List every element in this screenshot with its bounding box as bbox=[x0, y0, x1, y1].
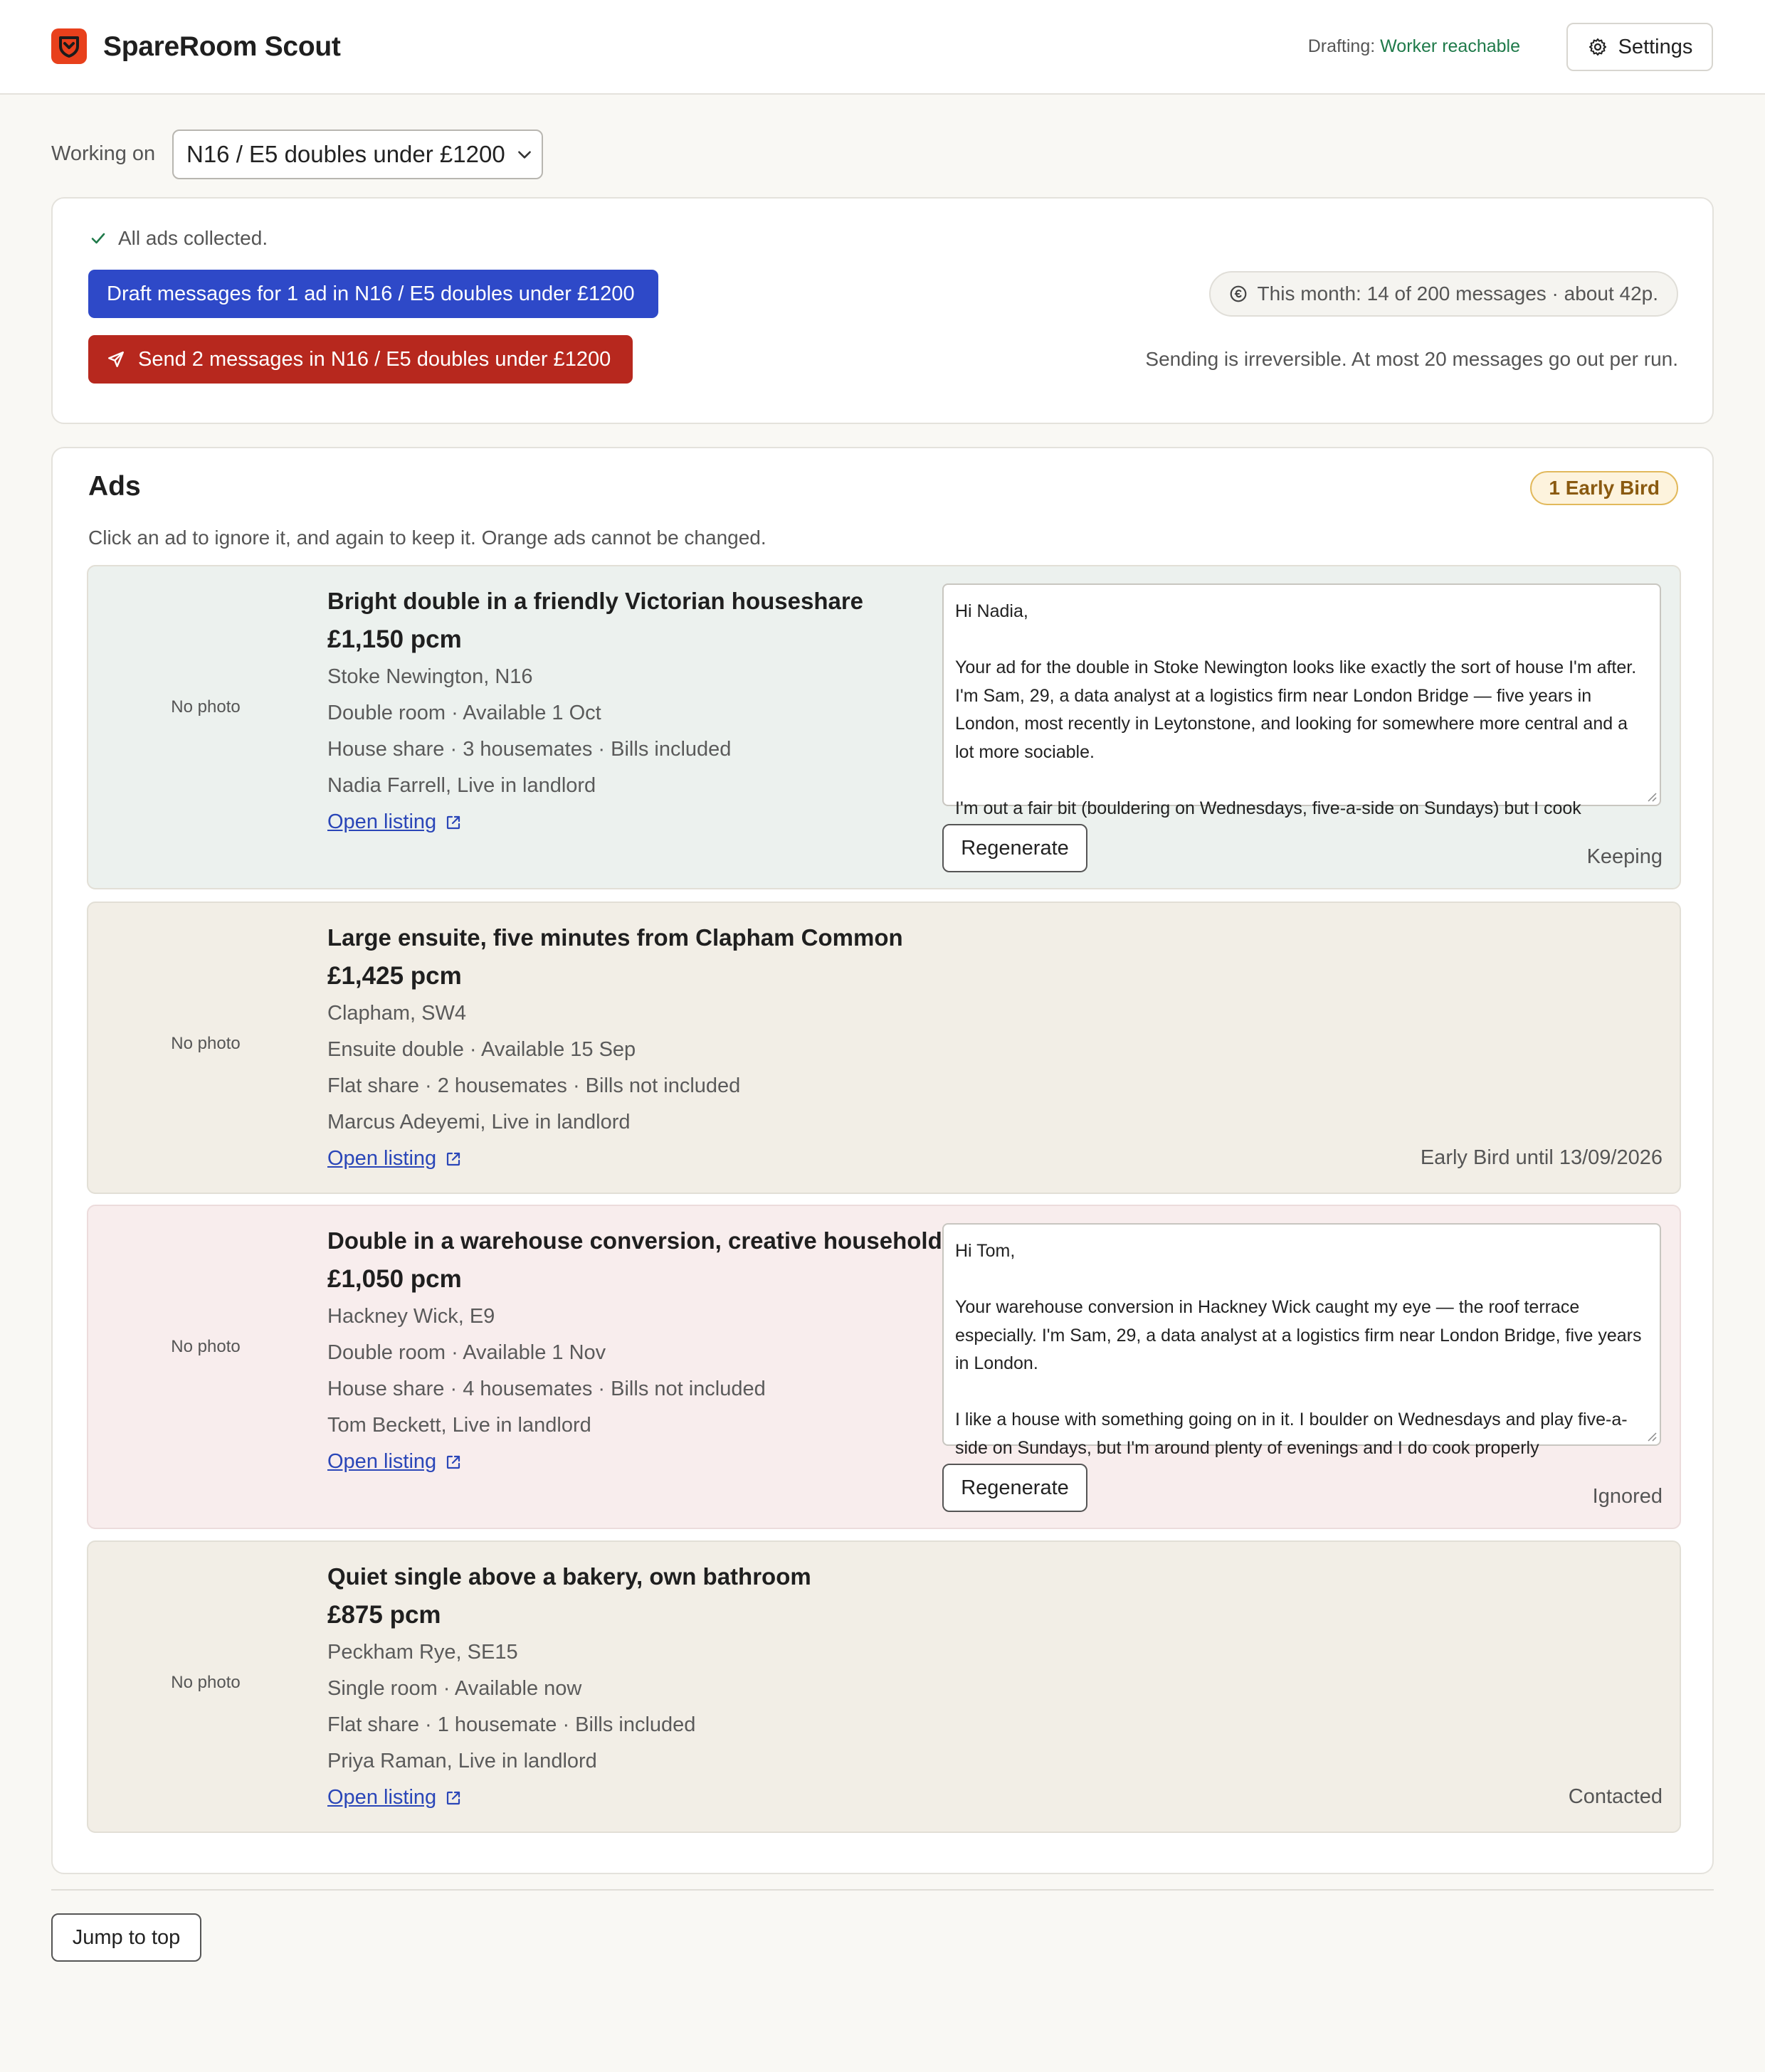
open-listing-link[interactable] bbox=[327, 1444, 462, 1480]
app-header bbox=[0, 0, 1765, 95]
ad-room: Single room · Available now bbox=[327, 1677, 582, 1700]
shield-logo-icon bbox=[51, 28, 87, 64]
open-listing-link[interactable] bbox=[327, 1780, 462, 1816]
drafting-status-value: Worker reachable bbox=[1380, 36, 1520, 56]
ads-title: Ads bbox=[88, 471, 141, 502]
open-listing-label: Open listing bbox=[327, 1786, 437, 1809]
open-listing-link[interactable] bbox=[327, 804, 462, 840]
ad-share: House share · 4 housemates · Bills not included bbox=[327, 1378, 766, 1400]
ad-location: Hackney Wick, E9 bbox=[327, 1305, 495, 1328]
ad-price: £1,425 pcm bbox=[327, 962, 462, 990]
footer-divider bbox=[51, 1889, 1714, 1891]
ads-section bbox=[51, 447, 1714, 1874]
ad-status: Early Bird until 13/09/2026 bbox=[1420, 1146, 1663, 1169]
settings-button[interactable] bbox=[1566, 23, 1713, 71]
open-listing-label: Open listing bbox=[327, 1450, 437, 1473]
coin-icon bbox=[1229, 285, 1248, 303]
ad-price: £1,050 pcm bbox=[327, 1265, 462, 1293]
no-photo-placeholder: No photo bbox=[171, 1337, 241, 1356]
drafting-status bbox=[1308, 36, 1520, 57]
app-title: SpareRoom Scout bbox=[103, 31, 341, 62]
resize-grip-icon[interactable] bbox=[1645, 791, 1657, 802]
external-link-icon bbox=[445, 814, 462, 831]
no-photo-placeholder: No photo bbox=[171, 1673, 241, 1692]
open-listing-link[interactable] bbox=[327, 1141, 462, 1177]
ad-status: Keeping bbox=[1586, 845, 1663, 868]
search-select[interactable] bbox=[172, 130, 543, 179]
gear-icon bbox=[1587, 36, 1608, 58]
ad-landlord: Tom Beckett, Live in landlord bbox=[327, 1414, 591, 1437]
ad-price: £875 pcm bbox=[327, 1601, 441, 1629]
ad-title: Large ensuite, five minutes from Clapham Common bbox=[327, 924, 903, 951]
search-select-value: N16 / E5 doubles under £1200 bbox=[186, 141, 505, 167]
no-photo-placeholder: No photo bbox=[171, 1034, 241, 1053]
working-on-label: Working on bbox=[51, 142, 156, 165]
ad-card bbox=[87, 1540, 1681, 1833]
usage-badge bbox=[1209, 271, 1678, 317]
ad-location: Stoke Newington, N16 bbox=[327, 665, 533, 688]
external-link-icon bbox=[445, 1454, 462, 1471]
ad-location: Peckham Rye, SE15 bbox=[327, 1641, 518, 1664]
ad-card[interactable] bbox=[87, 1205, 1681, 1529]
send-messages-label: Send 2 messages in N16 / E5 doubles under £1200 bbox=[138, 347, 611, 371]
open-listing-label: Open listing bbox=[327, 1147, 437, 1170]
ad-landlord: Marcus Adeyemi, Live in landlord bbox=[327, 1111, 631, 1133]
regenerate-button[interactable]: Regenerate bbox=[942, 824, 1087, 872]
chevron-down-icon bbox=[515, 145, 534, 164]
drafting-label: Drafting: bbox=[1307, 36, 1376, 56]
no-photo-placeholder: No photo bbox=[171, 697, 241, 717]
send-messages-button[interactable] bbox=[88, 335, 633, 384]
jump-to-top-button[interactable]: Jump to top bbox=[51, 1913, 201, 1962]
ad-share: House share · 3 housemates · Bills included bbox=[327, 738, 732, 761]
paper-plane-icon bbox=[107, 350, 125, 369]
draft-messages-button[interactable]: Draft messages for 1 ad in N16 / E5 doubles under £1200 bbox=[88, 270, 658, 318]
irreversible-note: Sending is irreversible. At most 20 messages go out per run. bbox=[1145, 348, 1678, 370]
ads-hint: Click an ad to ignore it, and again to keep it. Orange ads cannot be changed. bbox=[88, 527, 766, 549]
ad-title: Quiet single above a bakery, own bathroom bbox=[327, 1563, 811, 1590]
ad-landlord: Nadia Farrell, Live in landlord bbox=[327, 774, 596, 797]
ad-status: Contacted bbox=[1568, 1785, 1663, 1808]
open-listing-label: Open listing bbox=[327, 810, 437, 833]
external-link-icon bbox=[445, 1790, 462, 1807]
draft-message-textarea[interactable]: Hi Tom, Your warehouse conversion in Hackney Wick caught my eye — the roof terrace especially. I'm Sam, 29, a data analyst at a logistics firm near London Bridge, five years in London. I like a house with something going on in it. I boulder on Wednesdays and play five-a-side on Sundays, but I'm around plenty of evenings and I do cook properly bbox=[942, 1223, 1661, 1446]
ad-share: Flat share · 2 housemates · Bills not included bbox=[327, 1074, 741, 1097]
ad-landlord: Priya Raman, Live in landlord bbox=[327, 1750, 597, 1772]
ad-card[interactable] bbox=[87, 565, 1681, 889]
ad-status: Ignored bbox=[1592, 1485, 1663, 1508]
ad-card bbox=[87, 902, 1681, 1194]
external-link-icon bbox=[445, 1151, 462, 1168]
ad-title: Double in a warehouse conversion, creative household bbox=[327, 1227, 942, 1254]
settings-label: Settings bbox=[1618, 35, 1693, 58]
ad-title: Bright double in a friendly Victorian houseshare bbox=[327, 588, 864, 614]
resize-grip-icon[interactable] bbox=[1645, 1430, 1657, 1442]
collection-status bbox=[90, 227, 268, 250]
collection-status-text: All ads collected. bbox=[118, 227, 268, 249]
draft-message-textarea[interactable]: Hi Nadia, Your ad for the double in Stoke Newington looks like exactly the sort of house I'm after. I'm Sam, 29, a data analyst at a logistics firm near London Bridge — five years in London, most recently in Leytonstone, and looking for somewhere more central and a lot more sociable. I'm out a fair bit (bouldering on Wednesdays, five-a-side on Sundays) but I cook bbox=[942, 583, 1661, 806]
check-icon bbox=[90, 230, 107, 247]
action-panel bbox=[51, 197, 1714, 424]
ad-share: Flat share · 1 housemate · Bills included bbox=[327, 1713, 696, 1736]
regenerate-button[interactable]: Regenerate bbox=[942, 1464, 1087, 1512]
early-bird-badge: 1 Early Bird bbox=[1530, 471, 1678, 505]
ad-room: Double room · Available 1 Nov bbox=[327, 1341, 606, 1364]
ad-room: Double room · Available 1 Oct bbox=[327, 702, 601, 724]
ad-room: Ensuite double · Available 15 Sep bbox=[327, 1038, 636, 1061]
usage-text: This month: 14 of 200 messages · about 42p. bbox=[1257, 282, 1658, 305]
ad-price: £1,150 pcm bbox=[327, 625, 462, 653]
ad-location: Clapham, SW4 bbox=[327, 1002, 467, 1025]
